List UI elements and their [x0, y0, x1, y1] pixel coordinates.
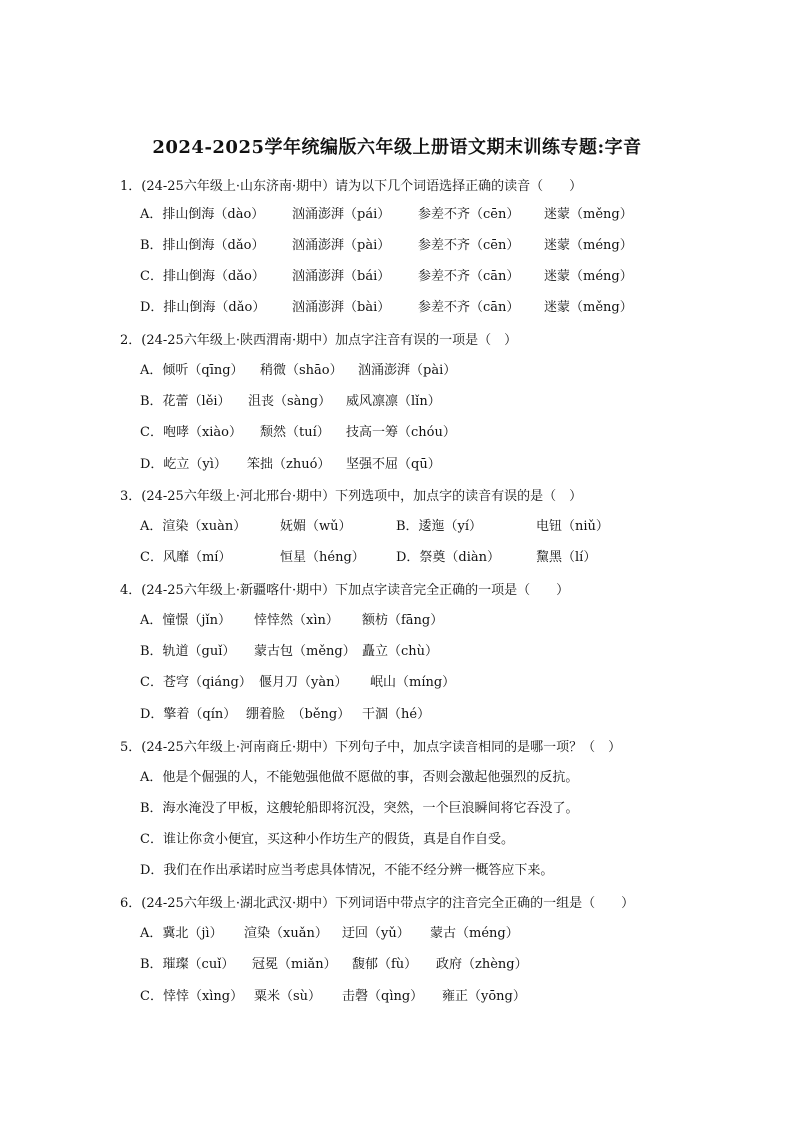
q1-b-word-4: 迷蒙（méng） [544, 238, 633, 253]
q2-a-word-1: A．倾听（qīng） [140, 363, 244, 378]
q4-c-word-1: C．苍穹（qiáng） [140, 675, 252, 690]
q5-option-a: A．他是个倔强的人，不能勉强他做不愿做的事，否则会激起他强烈的反抗。 [140, 770, 579, 785]
question-3-stem: 3．(24-25六年级上·河北邢台·期中）下列选项中，加点字的读音有误的是（ ） [120, 489, 583, 504]
q1-c-word-4: 迷蒙（méng） [544, 269, 633, 284]
question-2-stem: 2．(24-25六年级上·陕西渭南·期中）加点字注音有误的一项是（ ） [120, 333, 518, 348]
q6-b-word-4: 政府（zhèng） [436, 957, 528, 972]
q6-c-word-2: 粟米（sù） [254, 989, 322, 1004]
q6-a-word-4: 蒙古（méng） [430, 926, 519, 941]
q6-c-word-3: 击磬（qìng） [342, 989, 424, 1004]
q2-c-word-1: C．咆哮（xiào） [140, 425, 243, 440]
q1-a-word-1: A．排山倒海（dào） [140, 207, 265, 222]
q6-a-word-3: 迂回（yǔ） [342, 926, 410, 941]
q3-b-word-1: B．逶迤（yí） [396, 519, 483, 534]
q3-a-word-2: 妩媚（wǔ） [280, 519, 352, 534]
question-6-stem: 6．(24-25六年级上·湖北武汉·期中）下列词语中带点字的注音完全正确的一组是（ ） [120, 896, 635, 911]
question-5-stem: 5．(24-25六年级上·河南商丘·期中）下列句子中，加点字读音相同的是哪一项？（ ） [120, 740, 622, 755]
q3-d-word-2: 黧黑（lí） [536, 550, 597, 565]
q4-c-word-2: 偃月刀（yàn） [259, 675, 348, 690]
q3-c-word-2: 恒星（héng） [280, 550, 365, 565]
q6-c-word-1: C．悻悻（xìng） [140, 989, 244, 1004]
question-1-stem: 1．(24-25六年级上·山东济南·期中）请为以下几个词语选择正确的读音（ ） [120, 179, 583, 194]
q1-a-word-3: 参差不齐（cēn） [418, 207, 520, 222]
q6-a-word-2: 渲染（xuǎn） [244, 926, 328, 941]
q6-b-word-3: 馥郁（fù） [352, 957, 418, 972]
q3-b-word-2: 电钮（niǔ） [536, 519, 609, 534]
q6-b-word-1: B．璀璨（cuǐ） [140, 957, 235, 972]
q2-d-word-2: 笨拙（zhuó） [247, 457, 331, 472]
q4-d-word-1: D．擎着（qín） [140, 707, 237, 722]
q2-c-word-3: 技高一筹（chóu） [346, 425, 456, 440]
q1-c-word-3: 参差不齐（cān） [418, 269, 520, 284]
q4-c-word-3: 岷山（míng） [370, 675, 456, 690]
q2-d-word-3: 坚强不屈（qū） [346, 457, 441, 472]
q6-b-word-2: 冠冕（miǎn） [252, 957, 337, 972]
q3-c-word-1: C．风靡（mí） [140, 550, 232, 565]
q4-d-word-2: 绷着脸 （běng） [246, 707, 351, 722]
q3-d-word-1: D．祭奠（diàn） [396, 550, 501, 565]
q4-a-word-2: 悻悻然（xìn） [254, 613, 339, 628]
q5-option-d: D．我们在作出承诺时应当考虑具体情况，不能不经分辨一概答应下来。 [140, 863, 554, 878]
q1-d-word-3: 参差不齐（cān） [418, 300, 520, 315]
q4-a-word-3: 额枋（fāng） [362, 613, 444, 628]
q1-a-word-4: 迷蒙（měng） [544, 207, 633, 222]
q4-b-word-2: 蒙古包（měng） [254, 644, 356, 659]
q5-option-c: C．谁让你贪小便宜，买这种小作坊生产的假货，真是自作自受。 [140, 832, 514, 847]
q1-d-word-1: D．排山倒海（dǎo） [140, 300, 266, 315]
q1-d-word-4: 迷蒙（měng） [544, 300, 633, 315]
q1-b-word-1: B．排山倒海（dǎo） [140, 238, 265, 253]
q2-b-word-3: 威风凛凛（lǐn） [346, 394, 441, 409]
q1-c-word-1: C．排山倒海（dǎo） [140, 269, 265, 284]
q1-d-word-2: 汹涌澎湃（bài） [292, 300, 391, 315]
q2-b-word-2: 沮丧（sàng） [248, 394, 332, 409]
q1-b-word-3: 参差不齐（cēn） [418, 238, 520, 253]
q4-a-word-1: A．憧憬（jǐn） [140, 613, 231, 628]
q3-a-word-1: A．渲染（xuàn） [140, 519, 247, 534]
q4-b-word-3: 矗立（chù） [362, 644, 439, 659]
q4-d-word-3: 干涸（hé） [362, 707, 431, 722]
q1-c-word-2: 汹涌澎湃（bái） [292, 269, 391, 284]
q4-b-word-1: B．轨道（guǐ） [140, 644, 236, 659]
q6-c-word-4: 雍正（yōng） [442, 989, 526, 1004]
question-4-stem: 4．(24-25六年级上·新疆喀什·期中）下加点字读音完全正确的一项是（ ） [120, 583, 570, 598]
q6-a-word-1: A．冀北（jì） [140, 926, 223, 941]
q5-option-b: B．海水淹没了甲板，这艘轮船即将沉没，突然，一个巨浪瞬间将它吞没了。 [140, 801, 579, 816]
q1-b-word-2: 汹涌澎湃（pài） [292, 238, 391, 253]
q2-a-word-2: 稍微（shāo） [260, 363, 343, 378]
q2-a-word-3: 汹涌澎湃（pài） [358, 363, 457, 378]
q2-d-word-1: D．屹立（yì） [140, 457, 227, 472]
q2-b-word-1: B．花蕾（lěi） [140, 394, 231, 409]
q2-c-word-2: 颓然（tuí） [260, 425, 330, 440]
q1-a-word-2: 汹涌澎湃（pái） [292, 207, 391, 222]
page-title: 2024-2025学年统编版六年级上册语文期末训练专题:字音 [152, 137, 642, 158]
